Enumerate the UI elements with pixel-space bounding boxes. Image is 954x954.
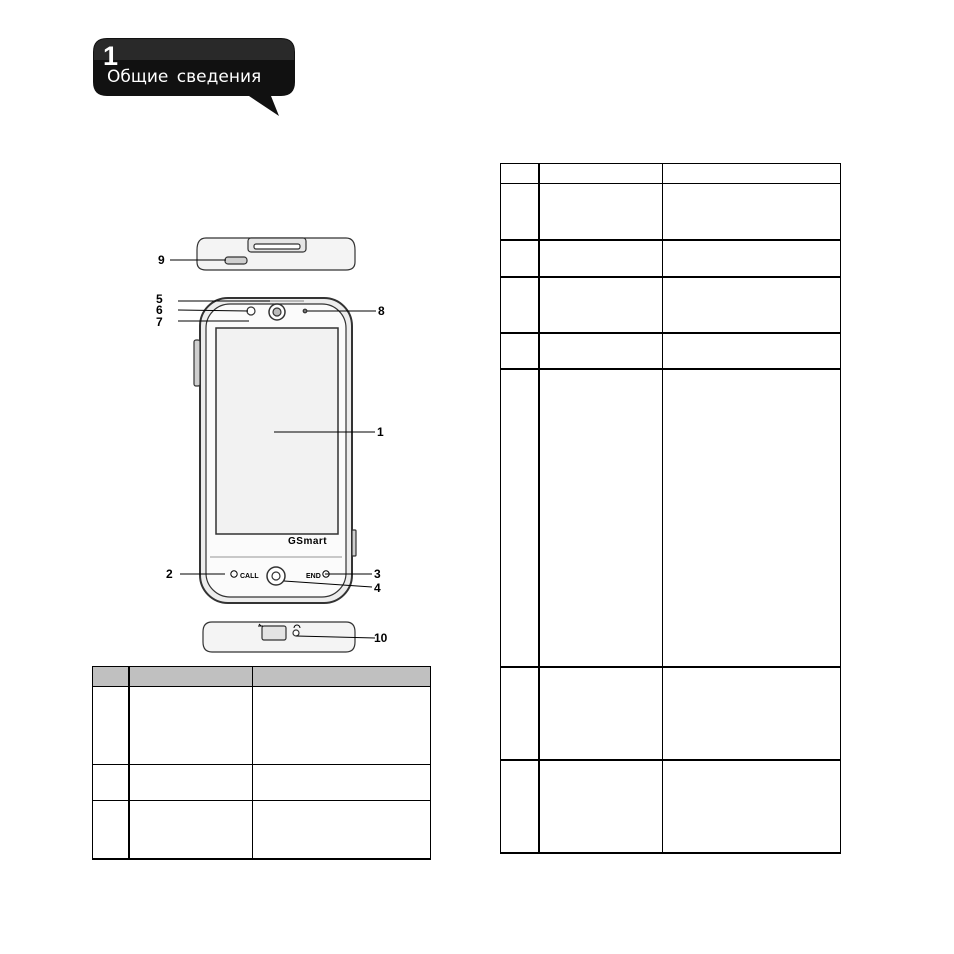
table-cell [539,184,663,240]
table-header-row [93,667,431,687]
parts-table-left [92,666,431,860]
phone-illustration [150,230,400,662]
table-cell [253,801,431,859]
table-row [501,277,841,333]
callout-7: 7 [156,315,163,329]
table-cell [501,667,539,760]
light-sensor [247,307,255,315]
table-cell [663,184,841,240]
table-cell [663,760,841,853]
table-row [93,801,431,859]
chapter-number: 1 [103,41,119,71]
touch-screen [216,328,338,534]
table-cell [93,687,129,765]
header-cell [501,164,539,184]
table-cell [253,687,431,765]
power-key-top [225,257,247,264]
call-key-label: CALL [240,573,259,580]
table-cell [663,369,841,667]
table-cell [129,765,253,801]
table-cell [501,240,539,277]
header-cell [253,667,431,687]
table-cell [501,369,539,667]
parts-table-right [500,163,841,854]
table-cell [539,333,663,369]
table-row [93,687,431,765]
end-key-label: END [306,573,321,580]
table-cell [663,240,841,277]
table-cell [501,184,539,240]
table-cell [663,667,841,760]
phone-diagram [150,230,400,662]
table-cell [539,240,663,277]
brand-logo-text: GSmart [288,536,328,547]
callout-10: 10 [374,631,388,645]
usb-port [262,626,286,640]
table-row [501,240,841,277]
table-cell [663,333,841,369]
header-cell [539,164,663,184]
table-cell [539,369,663,667]
header-cell [129,667,253,687]
table-row [501,667,841,760]
table-row [93,765,431,801]
table-row [501,184,841,240]
header-cell [663,164,841,184]
callout-2: 2 [166,567,173,581]
chapter-badge [93,38,295,116]
table-cell [129,687,253,765]
table-cell [129,801,253,859]
callout-1: 1 [377,425,384,439]
callout-8: 8 [378,304,385,318]
table-cell [501,760,539,853]
table-cell [253,765,431,801]
table-cell [501,333,539,369]
chapter-title: Общие сведения [107,67,262,87]
callout-6: 6 [156,303,163,317]
table-cell [501,277,539,333]
table-row [501,760,841,853]
table-cell [539,667,663,760]
header-cell [93,667,129,687]
table-cell [539,277,663,333]
callout-3: 3 [374,567,381,581]
table-row [501,369,841,667]
callout-5: 5 [156,292,163,306]
table-cell [93,765,129,801]
table-header-row [501,164,841,184]
callout-4: 4 [374,581,381,595]
table-cell [93,801,129,859]
table-cell [663,277,841,333]
table-cell [539,760,663,853]
callout-9: 9 [158,253,165,267]
table-row [501,333,841,369]
indicator-led [303,309,307,313]
headset-jack [293,630,299,636]
